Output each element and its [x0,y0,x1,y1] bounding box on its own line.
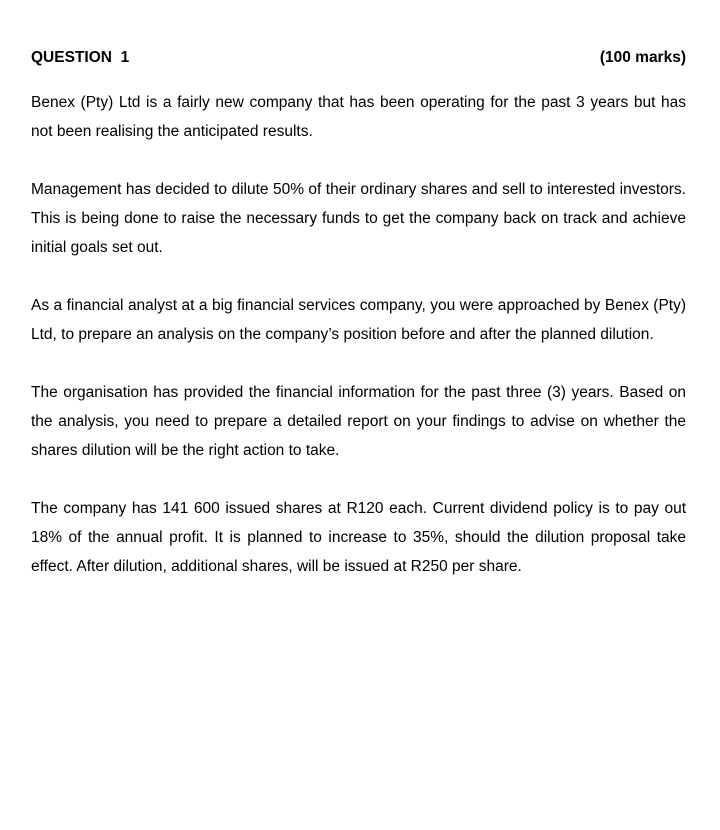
paragraph-management: Management has decided to dilute 50% of their ordinary shares and sell to interested investors. This is being done to raise the necessary funds to get the company back on track and achieve initial goals set out. [31,181,686,256]
paragraph-intro: Benex (Pty) Ltd is a fairly new company that has been operating for the past 3 years but has not been realising the anticipated results. [31,94,686,140]
paragraph-shares: The company has 141 600 issued shares at R120 each. Current dividend policy is to pay out 18% of the annual profit. It is planned to increase to 35%, should the dilution proposal take effect. After dilution, additional shares, will be issued at R250 per share. [31,500,686,575]
question-marks: (100 marks) [599,49,686,66]
paragraph-analyst: As a financial analyst at a big financial services company, you were approached by Benex (Pty) Ltd, to prepare an analysis on the company’s position before and after the planned dilution. [31,297,686,343]
question-header [31,48,686,68]
question-title: QUESTION 1 [31,49,130,66]
paragraph-organisation: The organisation has provided the financial information for the past three (3) years. Based on the analysis, you need to prepare a detailed report on your findings to advise on whether the shares dilution will be the right action to take. [31,384,686,459]
